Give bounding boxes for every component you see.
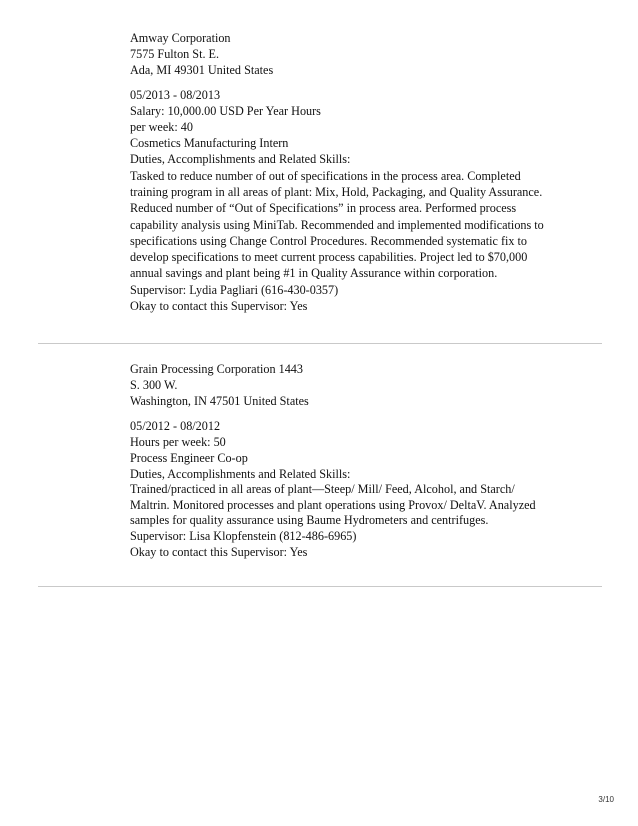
section-divider bbox=[38, 586, 602, 587]
supervisor: Supervisor: Lisa Klopfenstein (812-486-6965) bbox=[130, 529, 357, 544]
section-divider bbox=[38, 343, 602, 344]
hours-per-week: per week: 40 bbox=[130, 120, 193, 135]
employment-entry bbox=[130, 30, 570, 314]
employer-city: Ada, MI 49301 United States bbox=[130, 63, 274, 78]
employer-name: Grain Processing Corporation 1443 bbox=[130, 362, 303, 376]
employer-city: Washington, IN 47501 United States bbox=[130, 394, 309, 409]
contact-permission: Okay to contact this Supervisor: Yes bbox=[130, 298, 308, 313]
employment-dates: 05/2012 - 08/2012 bbox=[130, 418, 221, 433]
employer-address: 7575 Fulton St. E. bbox=[130, 47, 220, 62]
hours-per-week: Hours per week: 50 bbox=[130, 434, 226, 449]
duties-heading: Duties, Accomplishments and Related Skills: bbox=[130, 152, 351, 167]
employer-address: S. 300 W. bbox=[130, 378, 178, 393]
salary: Salary: 10,000.00 USD Per Year Hours bbox=[130, 103, 321, 118]
employment-entry bbox=[130, 361, 570, 560]
job-title: Process Engineer Co-op bbox=[130, 451, 248, 466]
page-number: 3/10 bbox=[598, 795, 614, 804]
employer-name: Amway Corporation bbox=[130, 31, 231, 45]
duties-heading: Duties, Accomplishments and Related Skills: bbox=[130, 467, 351, 482]
contact-permission: Okay to contact this Supervisor: Yes bbox=[130, 545, 308, 560]
duties-description: Trained/practiced in all areas of plant—Steep/ Mill/ Feed, Alcohol, and Starch/ Maltrin. Monitored processes and plant operations using Provox/ DeltaV. Analyzed samples for quality assurance using Baume Hydrometers and centrifuges. bbox=[130, 482, 536, 527]
supervisor: Supervisor: Lydia Pagliari (616-430-0357) bbox=[130, 282, 339, 297]
employment-dates: 05/2013 - 08/2013 bbox=[130, 87, 221, 102]
duties-description: Tasked to reduce number of out of specifications in the process area. Completed training program in all areas of plant: Mix, Hold, Packaging, and Quality Assurance. Reduced number of “Out of Specifications” in process area. Performed process capability analysis using MiniTab. Recommended and implemented modifications to specifications using Change Control Procedures. Recommended systematic fix to develop specifications to meet current process capabilities. Project led to $70,000 annual savings and plant being #1 in Quality Assurance within corporation. bbox=[130, 168, 544, 281]
job-title: Cosmetics Manufacturing Intern bbox=[130, 136, 289, 151]
